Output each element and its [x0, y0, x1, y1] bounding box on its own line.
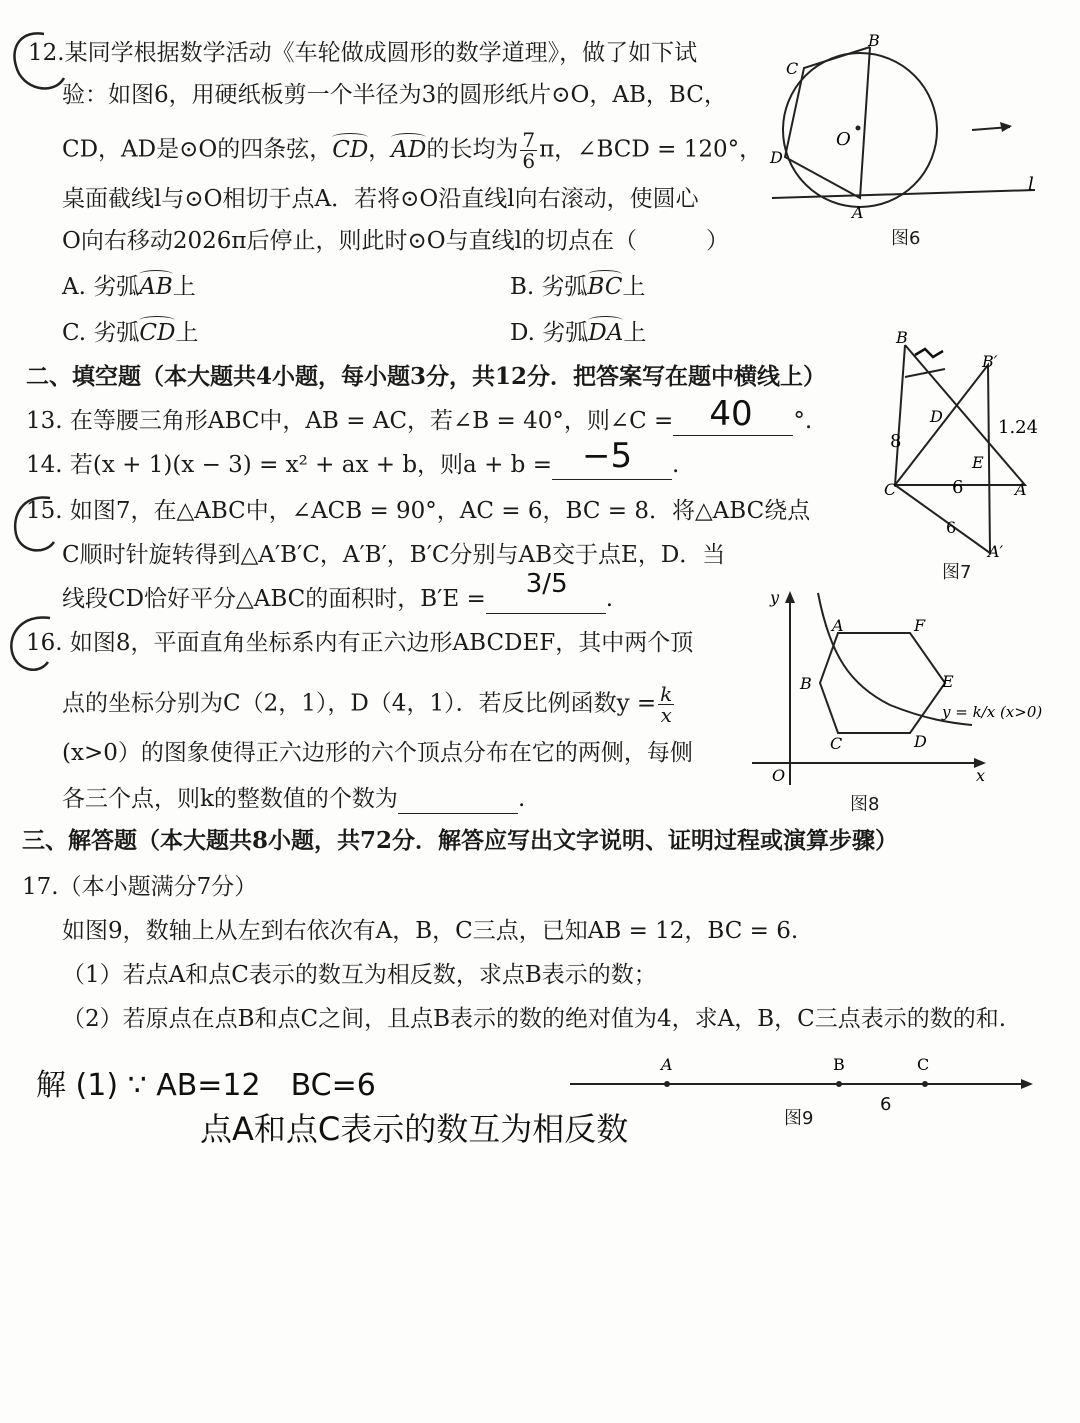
figure-9-number-line: [565, 1048, 1040, 1108]
q12-option-a: A. 劣弧AB上: [62, 274, 196, 300]
section3-title: 三、解答题（本大题共8小题，共72分．解答应写出文字说明、证明过程或演算步骤）: [22, 827, 899, 854]
q17-line2: （1）若点A和点C表示的数互为相反数，求点B表示的数；: [62, 962, 657, 988]
fig8-label-o: O: [772, 766, 786, 785]
q17-handwritten-line2: 点A和点C表示的数互为相反数: [200, 1110, 629, 1148]
q17-head: 17.（本小题满分7分）: [22, 874, 258, 900]
q17-line3: （2）若原点在点B和点C之间，且点B表示的数的绝对值为4，求A，B，C三点表示的数的和.: [62, 1006, 1007, 1032]
q13-handwritten-answer: 40: [709, 394, 753, 434]
fig9-caption: 图9: [784, 1108, 814, 1129]
q12-line2: 验：如图6，用硬纸板剪一个半径为3的圆形纸片⊙O，AB，BC，: [62, 82, 727, 108]
fig7-hw-8: 8: [890, 431, 902, 452]
fig7-label-a: A: [1015, 480, 1027, 499]
fig8-label-d: D: [914, 732, 927, 751]
fig7-hw-6b: 6: [946, 518, 957, 537]
section2-title: 二、填空题（本大题共4小题，每小题3分，共12分．把答案写在题中横线上）: [26, 363, 827, 390]
fig7-hw-124: 1.24: [998, 417, 1039, 438]
fig7-hw-6a: 6: [952, 477, 964, 498]
fig6-label-l: l: [1028, 174, 1034, 195]
fig8-label-f: F: [914, 616, 926, 635]
q12-line1: 12.某同学根据数学活动《车轮做成圆形的数学道理》，做了如下试: [28, 40, 698, 66]
fig7-label-c: C: [884, 480, 897, 499]
q16-line1: 16. 如图8，平面直角坐标系内有正六边形ABCDEF，其中两个顶: [26, 630, 694, 656]
q15-handwritten-answer: 3/5: [525, 569, 568, 599]
q15-line1: 15. 如图7，在△ABC中，∠ACB = 90°，AC = 6，BC = 8．将△ABC绕点: [26, 498, 811, 524]
fig8-label-a: A: [832, 616, 844, 635]
fig9-label-a: A: [661, 1055, 673, 1074]
fig6-label-c: C: [786, 59, 799, 78]
q16-line3: (x>0）的图象使得正六边形的六个顶点分布在它的两侧，每侧: [62, 740, 693, 766]
fig7-label-ap: A′: [988, 542, 1004, 561]
fig6-label-d: D: [770, 148, 783, 167]
figure-8: [750, 585, 1070, 795]
fig8-function-label: y = k/x (x>0): [942, 703, 1043, 721]
fig8-label-y: y: [770, 588, 780, 607]
q16-line4: 各三个点，则k的整数值的个数为 .: [62, 786, 526, 812]
q12-line3: CD，AD是⊙O的四条弦，CD，AD的长均为 $\frac{7}{6}$ π，∠BCD = 120°，: [62, 128, 763, 173]
q15-line3: 线段CD恰好平分△ABC的面积时，B′E = 3/5 .: [62, 569, 614, 612]
figure-6: [760, 30, 1060, 220]
q17-handwritten-line1: 解 (1) ∵ AB=12 BC=6: [36, 1068, 376, 1103]
q12-option-c: C. 劣弧CD上: [62, 320, 199, 346]
fig7-label-d: D: [930, 407, 943, 426]
fig6-label-a: A: [852, 203, 864, 220]
q12-line5: O向右移动2026π后停止，则此时⊙O与直线l的切点在（ ）: [62, 228, 729, 254]
fig8-label-e: E: [942, 672, 954, 691]
fig7-caption: 图7: [942, 562, 972, 583]
fig6-label-b: B: [868, 31, 880, 50]
fig9-hw-6: 6: [880, 1094, 892, 1115]
q14-line: 14. 若(x + 1)(x − 3) = x² + ax + b，则a + b = −5 .: [26, 436, 680, 478]
q13-line: 13. 在等腰三角形ABC中，AB = AC，若∠B = 40°，则∠C = 40 °.: [26, 394, 813, 434]
fig6-label-o: O: [836, 129, 851, 150]
q14-handwritten-answer: −5: [581, 436, 633, 476]
fig7-label-bp: B′: [982, 352, 998, 371]
fig6-caption: 图6: [891, 228, 921, 249]
fig8-label-c: C: [830, 734, 843, 753]
q16-line2: 点的坐标分别为C（2，1），D（4，1）．若反比例函数y = $\frac{k}{x}$: [62, 682, 673, 727]
fig9-label-b: B: [833, 1055, 845, 1074]
figure-7: [870, 325, 1070, 565]
fig7-label-e: E: [972, 453, 984, 472]
fig9-label-c: C: [917, 1055, 930, 1074]
fig8-label-x: x: [976, 766, 986, 785]
fig8-label-b: B: [800, 674, 812, 693]
q12-option-b: B. 劣弧BC上: [510, 274, 646, 300]
q12-option-d: D. 劣弧DA上: [510, 320, 647, 346]
q12-line4: 桌面截线l与⊙O相切于点A．若将⊙O沿直线l向右滚动，使圆心: [62, 186, 699, 212]
q17-line1: 如图9，数轴上从左到右依次有A，B，C三点，已知AB = 12，BC = 6.: [62, 918, 799, 944]
fig7-label-b: B: [896, 328, 908, 347]
fig8-caption: 图8: [850, 794, 880, 815]
q15-line2: C顺时针旋转得到△A′B′C，A′B′，B′C分别与AB交于点E，D．当: [62, 542, 726, 568]
